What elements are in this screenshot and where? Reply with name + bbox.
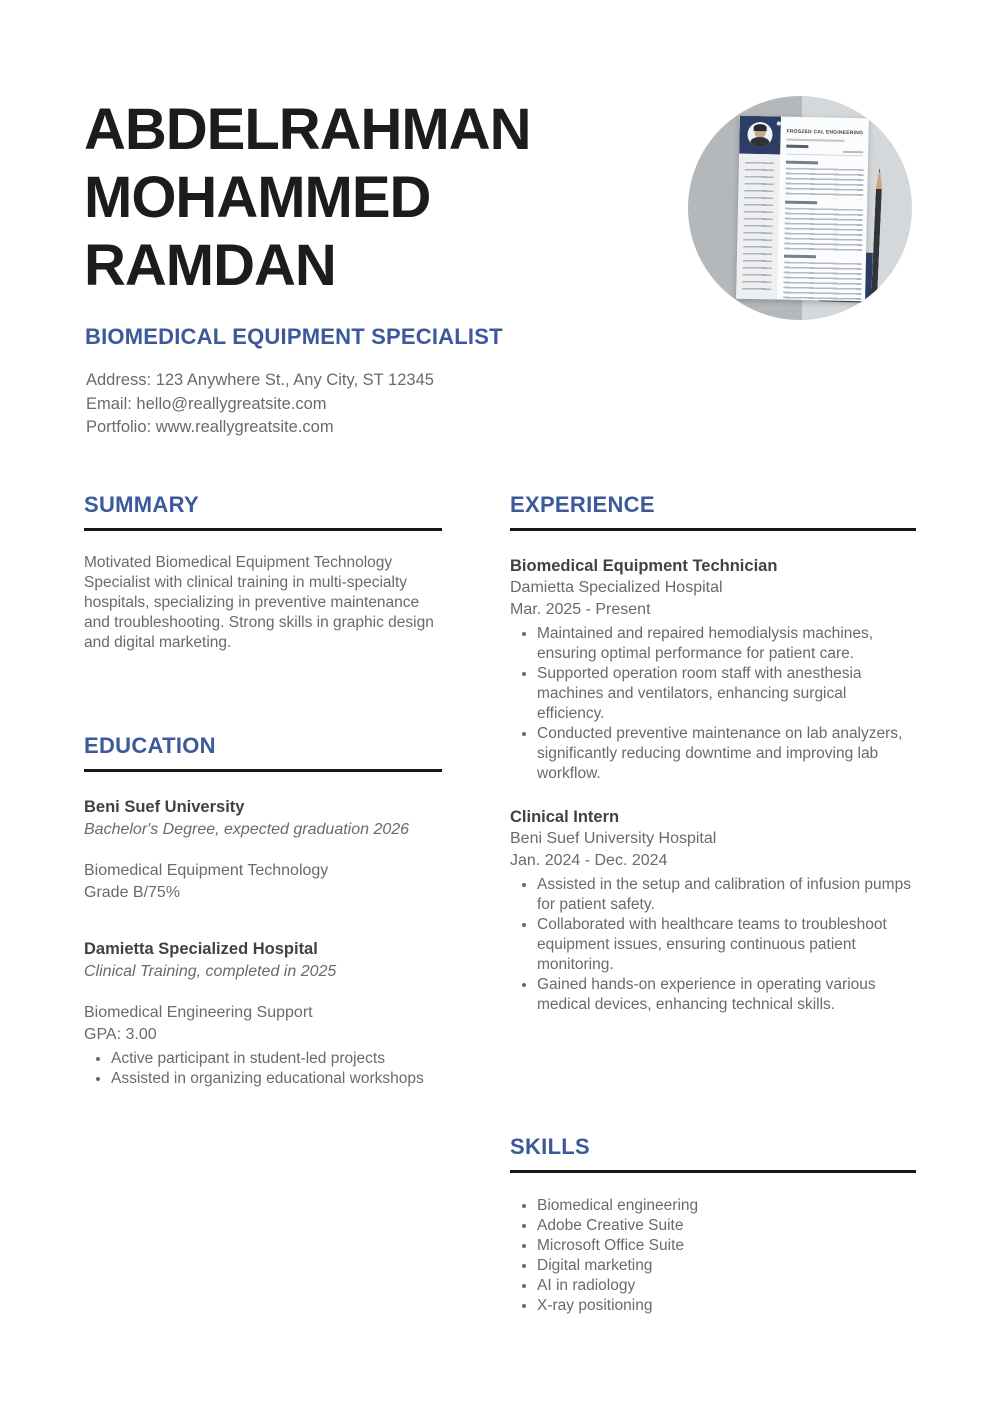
- job-org: Damietta Specialized Hospital: [510, 579, 723, 596]
- right-column: [510, 492, 916, 1316]
- bullet-item: • Supported operation room staff with anesthesia machines and ventilators, enhancing surgical efficiency.: [537, 664, 916, 724]
- education-entry: [84, 938, 442, 1089]
- bullet-item: • Maintained and repaired hemodialysis machines, ensuring optimal performance for patient care.: [537, 624, 916, 664]
- institution-name: Beni Suef University: [84, 798, 245, 816]
- candidate-name: [84, 96, 531, 300]
- pencil-icon: [871, 168, 883, 296]
- degree-line: Clinical Training, completed in 2025: [84, 963, 337, 980]
- profile-photo: [688, 96, 912, 320]
- section-rule: [510, 528, 916, 531]
- job-dates: Mar. 2025 - Present: [510, 601, 651, 618]
- job-title-line: Biomedical Equipment Technician: [510, 557, 778, 575]
- page-title: BIOMEDICAL EQUIPMENT SPECIALIST: [85, 324, 503, 349]
- bullet-item: • Assisted in organizing educational workshops: [111, 1069, 442, 1089]
- grade-line: GPA: 3.00: [84, 1026, 157, 1043]
- mockup-pin-dot: [777, 121, 781, 125]
- job-org: Beni Suef University Hospital: [510, 830, 717, 847]
- name-line-2: MOHAMMED: [84, 165, 431, 230]
- mockup-portrait: [747, 122, 773, 148]
- summary-section: [84, 492, 442, 653]
- experience-entry: [510, 555, 916, 784]
- skill-item: • X-ray positioning: [537, 1296, 916, 1316]
- mockup-sidebar-lines: [742, 162, 774, 293]
- skill-item: • AI in radiology: [537, 1276, 916, 1296]
- mockup-sidebar: [736, 154, 780, 300]
- bullet-item: • Conducted preventive maintenance on lab analyzers, significantly reducing downtime and improving lab workflow.: [537, 724, 916, 784]
- program-line: Biomedical Engineering Support: [84, 1004, 313, 1021]
- skill-item: • Adobe Creative Suite: [537, 1216, 916, 1236]
- mockup-header-band: [739, 116, 781, 155]
- skill-item: • Digital marketing: [537, 1256, 916, 1276]
- mockup-text-block: [784, 201, 863, 247]
- name-line-3: RAMDAN: [84, 233, 336, 298]
- education-entry: [84, 796, 442, 904]
- bullet-item: • Assisted in the setup and calibration of infusion pumps for patient safety.: [537, 875, 916, 915]
- left-column: [84, 492, 442, 1089]
- contact-block: [86, 369, 434, 440]
- mockup-subtitle-bar: [786, 139, 844, 142]
- job-dates: Jan. 2024 - Dec. 2024: [510, 852, 668, 869]
- grade-line: Grade B/75%: [84, 884, 181, 901]
- mockup-right-bar: [843, 151, 863, 153]
- portrait-body: [750, 137, 769, 147]
- education-section: [84, 733, 442, 1089]
- skill-item: • Microsoft Office Suite: [537, 1236, 916, 1256]
- program-line: Biomedical Equipment Technology: [84, 862, 329, 879]
- section-rule: [510, 1170, 916, 1173]
- mockup-text-block: [785, 161, 864, 193]
- mockup-paper-title: FROSZED CAL ENGINEERING: [786, 128, 864, 137]
- summary-heading: SUMMARY: [84, 492, 199, 517]
- job-title-line: Clinical Intern: [510, 808, 620, 826]
- education-bullets: [84, 1049, 442, 1089]
- institution-name: Damietta Specialized Hospital: [84, 940, 318, 958]
- section-rule: [84, 769, 442, 772]
- mockup-name-bar: [786, 145, 808, 148]
- mockup-divider: [786, 154, 863, 157]
- bullet-item: • Collaborated with healthcare teams to troubleshoot equipment issues, ensuring continuous patient monitoring.: [537, 915, 916, 975]
- name-line-1: ABDELRAHMAN: [84, 97, 531, 162]
- experience-heading: EXPERIENCE: [510, 492, 655, 517]
- section-rule: [84, 528, 442, 531]
- experience-entry: [510, 806, 916, 1015]
- skills-section: [510, 1134, 916, 1316]
- mockup-resume-paper: [736, 116, 869, 302]
- bullet-item: • Active participant in student-led projects: [111, 1049, 442, 1069]
- mockup-text-block: [783, 255, 862, 297]
- education-heading: EDUCATION: [84, 733, 216, 758]
- experience-section: [510, 492, 916, 1015]
- portrait-hair: [754, 124, 767, 131]
- contact-portfolio: Portfolio: www.reallygreatsite.com: [86, 418, 334, 436]
- bullet-item: • Gained hands-on experience in operating various medical devices, enhancing technical skills.: [537, 975, 916, 1015]
- job-bullets: [510, 875, 916, 1015]
- summary-text: Motivated Biomedical Equipment Technology Specialist with clinical training in multi-specialty hospitals, specializing in preventive maintenance and troubleshooting. Strong skills in graphic design and digital marketing.: [84, 554, 434, 651]
- job-bullets: [510, 624, 916, 784]
- degree-line: Bachelor's Degree, expected graduation 2026: [84, 821, 410, 838]
- contact-address: Address: 123 Anywhere St., Any City, ST 12345: [86, 371, 434, 389]
- skills-heading: SKILLS: [510, 1134, 591, 1159]
- skill-item: • Biomedical engineering: [537, 1196, 916, 1216]
- skills-list: [510, 1196, 916, 1316]
- contact-email: Email: hello@reallygreatsite.com: [86, 394, 327, 413]
